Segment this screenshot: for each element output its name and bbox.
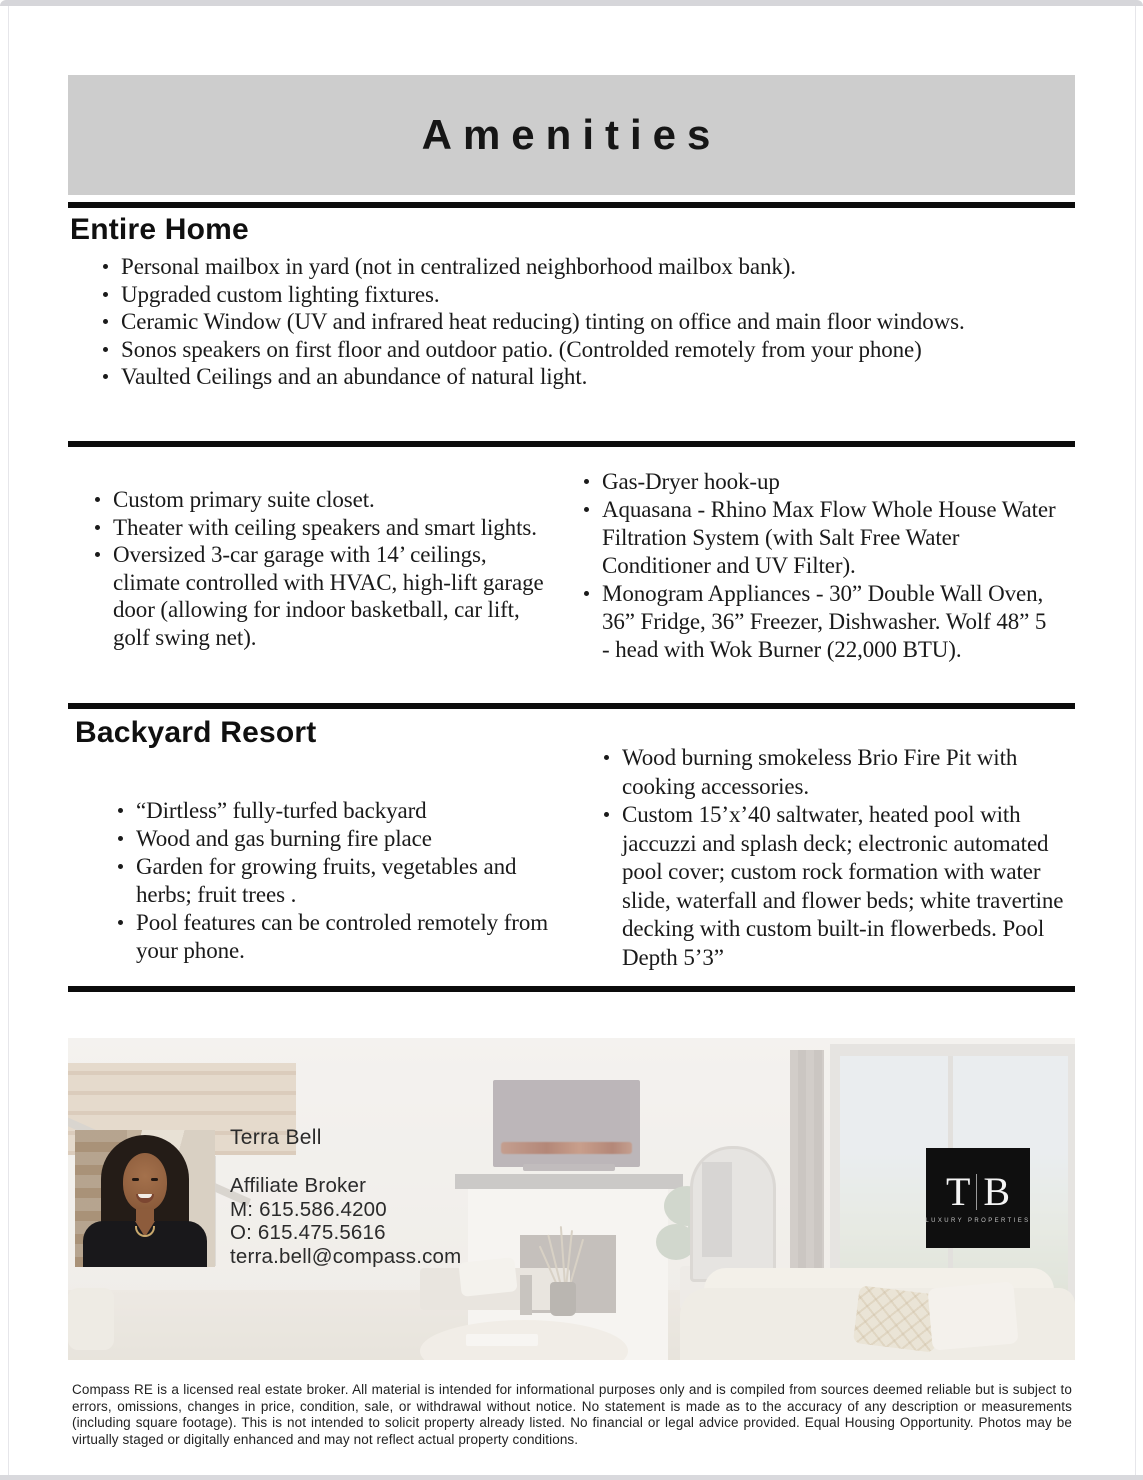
living-room-backdrop	[68, 1038, 1075, 1360]
backyard-right-list	[601, 744, 1079, 972]
tv-shape	[493, 1080, 640, 1167]
list-item: Personal mailbox in yard (not in centralized neighborhood mailbox bank).	[100, 253, 1045, 281]
list-item: Custom primary suite closet.	[92, 486, 554, 514]
interior-left-list	[92, 486, 554, 651]
list-item: Pool features can be controled remotely from your phone.	[115, 909, 563, 965]
list-item: Garden for growing fruits, vegetables and herbs; fruit trees .	[115, 853, 563, 909]
agent-email: terra.bell@compass.com	[230, 1244, 462, 1268]
divider-rule	[68, 703, 1075, 709]
list-item: Ceramic Window (UV and infrared heat reducing) tinting on office and main floor windows.	[100, 308, 1045, 336]
list-item: Wood burning smokeless Brio Fire Pit with cooking accessories.	[601, 744, 1079, 801]
list-item: Aquasana - Rhino Max Flow Whole House Water Filtration System (with Salt Free Water Conditioner and UV Filter).	[581, 496, 1059, 580]
interior-right-list	[581, 468, 1059, 664]
list-item: Theater with ceiling speakers and smart lights.	[92, 514, 554, 542]
agent-title: Affiliate Broker	[230, 1174, 367, 1197]
list-item: “Dirtless” fully-turfed backyard	[115, 797, 563, 825]
page-edge-left	[8, 6, 9, 1475]
backyard-left-list	[115, 797, 563, 965]
list-item: Oversized 3-car garage with 14’ ceilings, climate controlled with HVAC, high-lift garage door (allowing for indoor basketball, car lift, golf swing net).	[92, 541, 554, 651]
page-edge-right	[1135, 6, 1136, 1475]
logo-divider	[976, 1174, 977, 1210]
list-item: Gas-Dryer hook-up	[581, 468, 1059, 496]
section-heading-entire-home: Entire Home	[70, 213, 249, 246]
divider-rule	[68, 441, 1075, 447]
list-item: Upgraded custom lighting fixtures.	[100, 281, 1045, 309]
section-heading-backyard-resort: Backyard Resort	[75, 716, 317, 749]
agent-photo	[75, 1130, 215, 1267]
title-bar	[68, 75, 1075, 195]
curtain-shape	[790, 1050, 824, 1278]
agent-phone-office: O: 615.475.5616	[230, 1221, 386, 1244]
list-item: Wood and gas burning fire place	[115, 825, 563, 853]
page-title: Amenities	[421, 111, 722, 158]
divider-rule	[68, 986, 1075, 992]
list-item: Monogram Appliances - 30” Double Wall Oven, 36” Fridge, 36” Freezer, Dishwasher. Wolf 48” 5 - head with Wok Burner (22,000 BTU).	[581, 580, 1059, 664]
logo-subtitle: LUXURY PROPERTIES	[925, 1218, 1031, 1224]
logo-letter-b: B	[983, 1169, 1011, 1214]
tb-luxury-properties-logo	[926, 1148, 1030, 1248]
footer-banner	[68, 1038, 1075, 1360]
logo-letter-t: T	[945, 1169, 971, 1214]
legal-disclaimer: Compass RE is a licensed real estate broker. All material is intended for informational purposes only and is compiled from sources deemed reliable but is subject to errors, omissions, changes in price, condition, sale, or withdrawal without notice. No statement is made as to the accuracy of any description or measurements (including square footage). This is not intended to solicit property already listed. No financial or legal advice provided. Equal Housing Opportunity. Photos may be virtually staged or digitally enhanced and may not reflect actual property conditions.	[72, 1382, 1072, 1447]
list-item: Custom 15’x’40 saltwater, heated pool with jaccuzzi and splash deck; electronic automated pool cover; custom rock formation with water slide, waterfall and flower beds; white travertine decking with custom built-in flowerbeds. Pool Depth 5’3”	[601, 801, 1079, 972]
list-item: Sonos speakers on first floor and outdoor patio. (Controlded remotely from your phone)	[100, 336, 1045, 364]
divider-rule	[68, 202, 1075, 208]
agent-phone-mobile: M: 615.586.4200	[230, 1197, 387, 1221]
agent-contact-block	[230, 1126, 461, 1268]
mantel-shape	[455, 1174, 683, 1189]
entire-home-list	[100, 253, 1045, 391]
page-content	[68, 0, 1075, 1480]
agent-name: Terra Bell	[230, 1126, 322, 1149]
list-item: Vaulted Ceilings and an abundance of natural light.	[100, 363, 1045, 391]
